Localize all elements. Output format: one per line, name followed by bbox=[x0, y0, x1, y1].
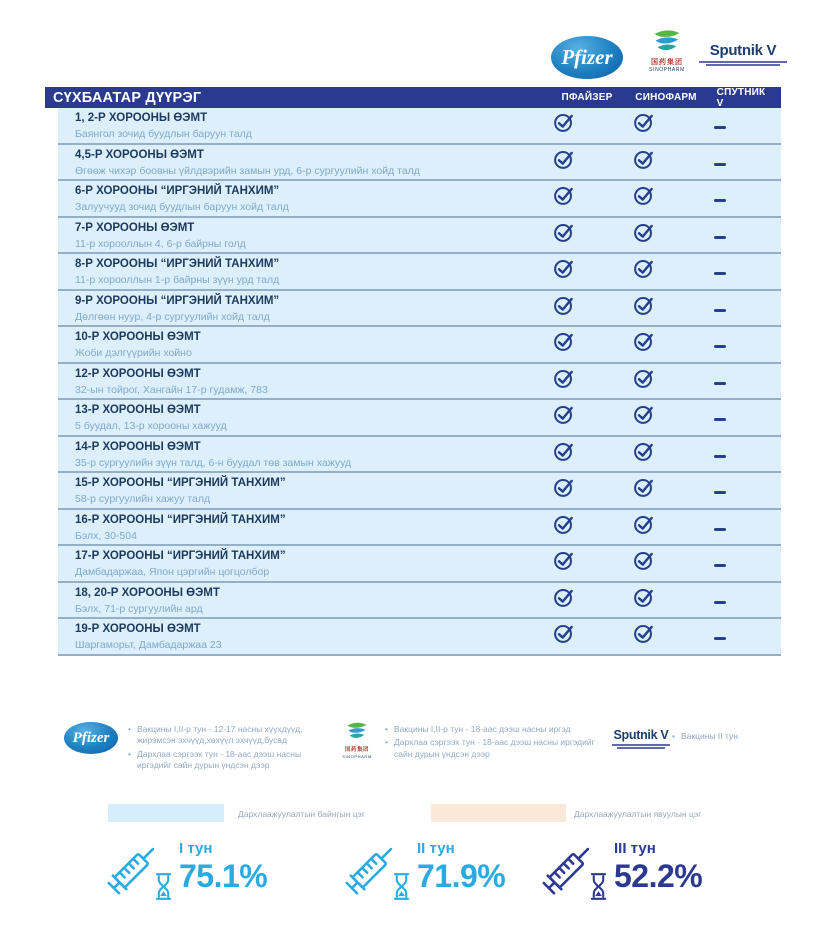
row-location: Бэлх, 71-р сургуулийн ард bbox=[75, 602, 203, 615]
dash-icon bbox=[714, 564, 726, 567]
check-icon bbox=[633, 514, 655, 535]
legend-bullet: • Дархлаа сэргээх тун - 18-аас дээш насны иргэдийг сайн дурын үндсэн дээр bbox=[128, 748, 302, 771]
dash-icon bbox=[714, 309, 726, 312]
table-row bbox=[58, 583, 781, 620]
check-icon bbox=[553, 623, 575, 644]
hourglass-icon bbox=[155, 872, 172, 901]
pfizer-status bbox=[553, 295, 575, 321]
row-location: Бэлх, 30-504 bbox=[75, 529, 137, 542]
dose-3-stat bbox=[535, 836, 760, 916]
check-icon bbox=[633, 331, 655, 352]
dash-icon bbox=[714, 126, 726, 129]
table-rows bbox=[58, 108, 781, 656]
sputnik-status bbox=[714, 591, 726, 609]
mobile-point-swatch bbox=[431, 804, 566, 822]
sinopharm-status bbox=[633, 514, 655, 540]
sinopharm-status bbox=[633, 185, 655, 211]
column-header-sinopharm: СИНОФАРМ bbox=[635, 92, 697, 103]
check-icon bbox=[553, 185, 575, 206]
row-title: 16-Р ХОРООНЫ “ИРГЭНИЙ ТАНХИМ” bbox=[75, 513, 286, 526]
row-title: 9-Р ХОРООНЫ “ИРГЭНИЙ ТАНХИМ” bbox=[75, 294, 280, 307]
row-location: Дамбадаржаа, Япон цэргийн цогцолбор bbox=[75, 566, 270, 578]
legend-bullet: • Вакцины I,II-р тун - 12-17 насны хүүхдүүд, жирэмсэн эхчүүд,хөхүүл эхчүүд,бусад bbox=[128, 724, 303, 746]
row-title: 12-Р ХОРООНЫ ӨЭМТ bbox=[75, 367, 201, 380]
check-icon bbox=[633, 587, 655, 608]
row-title: 8-Р ХОРООНЫ “ИРГЭНИЙ ТАНХИМ” bbox=[75, 258, 280, 270]
dash-icon bbox=[714, 528, 726, 531]
sinopharm-en-text: SINOPHARM bbox=[649, 67, 685, 73]
row-title: 13-Р ХОРООНЫ ӨЭМТ bbox=[75, 404, 201, 416]
table-row bbox=[58, 218, 781, 255]
table-header bbox=[45, 87, 781, 108]
check-icon bbox=[633, 258, 655, 279]
sinopharm-en-text: SINOPHARM bbox=[342, 754, 372, 759]
check-icon bbox=[553, 258, 575, 279]
sputnik-status bbox=[714, 262, 726, 280]
pfizer-status bbox=[553, 112, 575, 138]
sinopharm-status bbox=[633, 222, 655, 248]
check-icon bbox=[633, 368, 655, 389]
dose-3-label: III тун bbox=[614, 840, 656, 857]
dose-2-stat bbox=[338, 836, 563, 916]
column-header-pfizer: ПФАЙЗЕР bbox=[561, 92, 613, 103]
sinopharm-cn-text: 国药集团 bbox=[651, 59, 683, 66]
sputnik-status bbox=[714, 299, 726, 317]
table-row bbox=[58, 510, 781, 547]
pfizer-status bbox=[553, 550, 575, 576]
sinopharm-waves-icon bbox=[344, 728, 370, 745]
pfizer-status bbox=[553, 623, 575, 649]
row-title: 18, 20-Р ХОРООНЫ ӨЭМТ bbox=[75, 586, 220, 599]
legend-bullet: • Вакцины I,II-р тун - 18-аас дээш насны иргэд bbox=[385, 724, 571, 734]
table-row bbox=[58, 254, 781, 291]
sputnik-status bbox=[714, 226, 726, 244]
check-icon bbox=[553, 112, 575, 133]
pfizer-status bbox=[553, 368, 575, 394]
dash-icon bbox=[714, 236, 726, 239]
dose-1-label: I тун bbox=[179, 840, 213, 857]
row-location: Жоби дэлгүүрийн хойно bbox=[75, 347, 192, 359]
pfizer-status bbox=[553, 404, 575, 430]
table-row bbox=[58, 437, 781, 474]
column-header-sputnik: СПУТНИК V bbox=[716, 86, 766, 109]
sputnik-logo-text: Sputnik V bbox=[613, 728, 669, 742]
check-icon bbox=[633, 222, 655, 243]
check-icon bbox=[633, 295, 655, 316]
dash-icon bbox=[714, 601, 726, 604]
pfizer-logo bbox=[551, 36, 623, 79]
check-icon bbox=[633, 441, 655, 462]
legend-bullet: • Дархлаа сэргээх тун - 18-аас дээш насны иргэдийг сайн дурын үндсэн дээр bbox=[385, 737, 595, 759]
sinopharm-status bbox=[633, 404, 655, 430]
check-icon bbox=[553, 149, 575, 170]
check-icon bbox=[633, 149, 655, 170]
row-location: Баянгол зочид буудлын баруун талд bbox=[75, 128, 252, 140]
sputnik-status bbox=[714, 627, 726, 645]
table-row bbox=[58, 108, 781, 145]
table-row bbox=[58, 291, 781, 328]
check-icon bbox=[553, 331, 575, 352]
row-title: 17-Р ХОРООНЫ “ИРГЭНИЙ ТАНХИМ” bbox=[75, 550, 286, 562]
sputnik-status bbox=[714, 408, 726, 426]
fixed-point-swatch bbox=[108, 804, 224, 822]
dash-icon bbox=[714, 455, 726, 458]
sinopharm-status bbox=[633, 112, 655, 138]
pfizer-logo-text: Pfizer bbox=[72, 729, 110, 746]
dash-icon bbox=[714, 637, 726, 640]
row-title: 15-Р ХОРООНЫ “ИРГЭНИЙ ТАНХИМ” bbox=[75, 477, 286, 489]
pfizer-status bbox=[553, 587, 575, 613]
pfizer-logo-text: Pfizer bbox=[561, 45, 613, 69]
sinopharm-status bbox=[633, 149, 655, 175]
sinopharm-status bbox=[633, 587, 655, 613]
row-location: Шаргаморьт, Дамбадаржаа 23 bbox=[75, 639, 222, 651]
sputnik-logo-footer bbox=[610, 728, 672, 749]
district-title: СҮХБААТАР ДҮҮРЭГ bbox=[53, 89, 202, 106]
dash-icon bbox=[714, 418, 726, 421]
sinopharm-status bbox=[633, 623, 655, 649]
pfizer-status bbox=[553, 185, 575, 211]
pfizer-logo-footer bbox=[64, 722, 118, 754]
check-icon bbox=[633, 185, 655, 206]
sputnik-tagline-line bbox=[612, 744, 670, 746]
table-row bbox=[58, 619, 781, 656]
sputnik-tagline-line bbox=[617, 747, 665, 749]
sinopharm-status bbox=[633, 258, 655, 284]
pfizer-status bbox=[553, 149, 575, 175]
sputnik-status bbox=[714, 481, 726, 499]
dose-2-label: II тун bbox=[417, 840, 455, 857]
sinopharm-status bbox=[633, 368, 655, 394]
sputnik-status bbox=[714, 335, 726, 353]
mobile-point-label: Дархлаажуулалтын явуулын цэг bbox=[574, 809, 702, 819]
dash-icon bbox=[714, 163, 726, 166]
sputnik-legend bbox=[672, 731, 792, 744]
sinopharm-status bbox=[633, 441, 655, 467]
table-row bbox=[58, 145, 781, 182]
sinopharm-waves-icon bbox=[650, 41, 684, 58]
sinopharm-logo bbox=[634, 27, 700, 73]
sputnik-tagline-line bbox=[706, 64, 780, 66]
dash-icon bbox=[714, 382, 726, 385]
pfizer-status bbox=[553, 441, 575, 467]
check-icon bbox=[553, 587, 575, 608]
check-icon bbox=[633, 404, 655, 425]
row-location: 32-ын тойрог, Хангайн 17-р гудамж, 783 bbox=[75, 383, 268, 396]
dose-3-value: 52.2% bbox=[614, 858, 703, 894]
sinopharm-status bbox=[633, 295, 655, 321]
check-icon bbox=[553, 514, 575, 535]
pfizer-status bbox=[553, 258, 575, 284]
pfizer-status bbox=[553, 331, 575, 357]
row-title: 19-Р ХОРООНЫ ӨЭМТ bbox=[75, 623, 201, 635]
row-location: Өгөөж чихэр боовны үйлдвэрийн замын урд, 6-р сургуулийн хойд талд bbox=[75, 164, 420, 177]
check-icon bbox=[633, 623, 655, 644]
dash-icon bbox=[714, 272, 726, 275]
row-title: 10-Р ХОРООНЫ ӨЭМТ bbox=[75, 331, 201, 343]
fixed-point-label: Дархлаажуулалтын байнгын цэг bbox=[238, 809, 365, 819]
dose-1-stat bbox=[100, 836, 325, 916]
hourglass-icon bbox=[393, 872, 410, 901]
sinopharm-status bbox=[633, 550, 655, 576]
sputnik-logo-text: Sputnik V bbox=[709, 42, 777, 59]
sputnik-status bbox=[714, 116, 726, 134]
sputnik-tagline-line bbox=[699, 61, 787, 63]
row-title: 1, 2-Р ХОРООНЫ ӨЭМТ bbox=[75, 112, 208, 124]
sinopharm-legend bbox=[385, 724, 607, 762]
check-icon bbox=[553, 295, 575, 316]
pfizer-legend bbox=[128, 724, 336, 774]
row-location: Залуучууд зочид буудлын баруун хойд талд bbox=[75, 201, 289, 213]
row-title: 6-Р ХОРООНЫ “ИРГЭНИЙ ТАНХИМ” bbox=[75, 185, 280, 197]
hourglass-icon bbox=[590, 872, 607, 901]
pfizer-status bbox=[553, 477, 575, 503]
sputnik-status bbox=[714, 153, 726, 171]
sinopharm-logo-footer bbox=[334, 720, 380, 760]
check-icon bbox=[633, 550, 655, 571]
pfizer-status bbox=[553, 514, 575, 540]
table-row bbox=[58, 400, 781, 437]
check-icon bbox=[633, 112, 655, 133]
check-icon bbox=[553, 222, 575, 243]
sinopharm-status bbox=[633, 331, 655, 357]
check-icon bbox=[553, 550, 575, 571]
dose-2-value: 71.9% bbox=[417, 858, 506, 894]
row-location: Дөлгөөн нуур, 4-р сургуулийн хойд талд bbox=[75, 310, 270, 323]
sputnik-status bbox=[714, 445, 726, 463]
table-row bbox=[58, 473, 781, 510]
row-title: 7-Р ХОРООНЫ ӨЭМТ bbox=[75, 221, 195, 234]
row-location: 11-р хорооллын 4, 6-р байрны голд bbox=[75, 237, 246, 250]
sputnik-status bbox=[714, 518, 726, 536]
table-row bbox=[58, 327, 781, 364]
sputnik-status bbox=[714, 554, 726, 572]
pfizer-status bbox=[553, 222, 575, 248]
row-location: 35-р сургуулийн зүүн талд, 6-н буудал төв замын хажууд bbox=[75, 456, 352, 469]
sputnik-logo bbox=[693, 42, 793, 66]
row-title: 4,5-Р ХОРООНЫ ӨЭМТ bbox=[75, 148, 204, 161]
sputnik-status bbox=[714, 189, 726, 207]
check-icon bbox=[553, 441, 575, 462]
legend-bullet: • Вакцины II тун bbox=[672, 731, 738, 741]
dash-icon bbox=[714, 199, 726, 202]
table-row bbox=[58, 181, 781, 218]
dash-icon bbox=[714, 491, 726, 494]
row-location: 58-р сургуулийн хажуу талд bbox=[75, 493, 211, 505]
table-row bbox=[58, 364, 781, 401]
check-icon bbox=[553, 368, 575, 389]
sinopharm-status bbox=[633, 477, 655, 503]
row-location: 11-р хорооллын 1-р байрны зүүн урд талд bbox=[75, 274, 280, 286]
check-icon bbox=[553, 477, 575, 498]
dose-1-value: 75.1% bbox=[179, 858, 268, 894]
sputnik-status bbox=[714, 372, 726, 390]
row-location: 5 буудал, 13-р хорооны хажууд bbox=[75, 420, 227, 432]
sinopharm-cn-text: 国药集团 bbox=[344, 747, 369, 753]
check-icon bbox=[553, 404, 575, 425]
row-title: 14-Р ХОРООНЫ ӨЭМТ bbox=[75, 440, 201, 453]
check-icon bbox=[633, 477, 655, 498]
dash-icon bbox=[714, 345, 726, 348]
table-row bbox=[58, 546, 781, 583]
